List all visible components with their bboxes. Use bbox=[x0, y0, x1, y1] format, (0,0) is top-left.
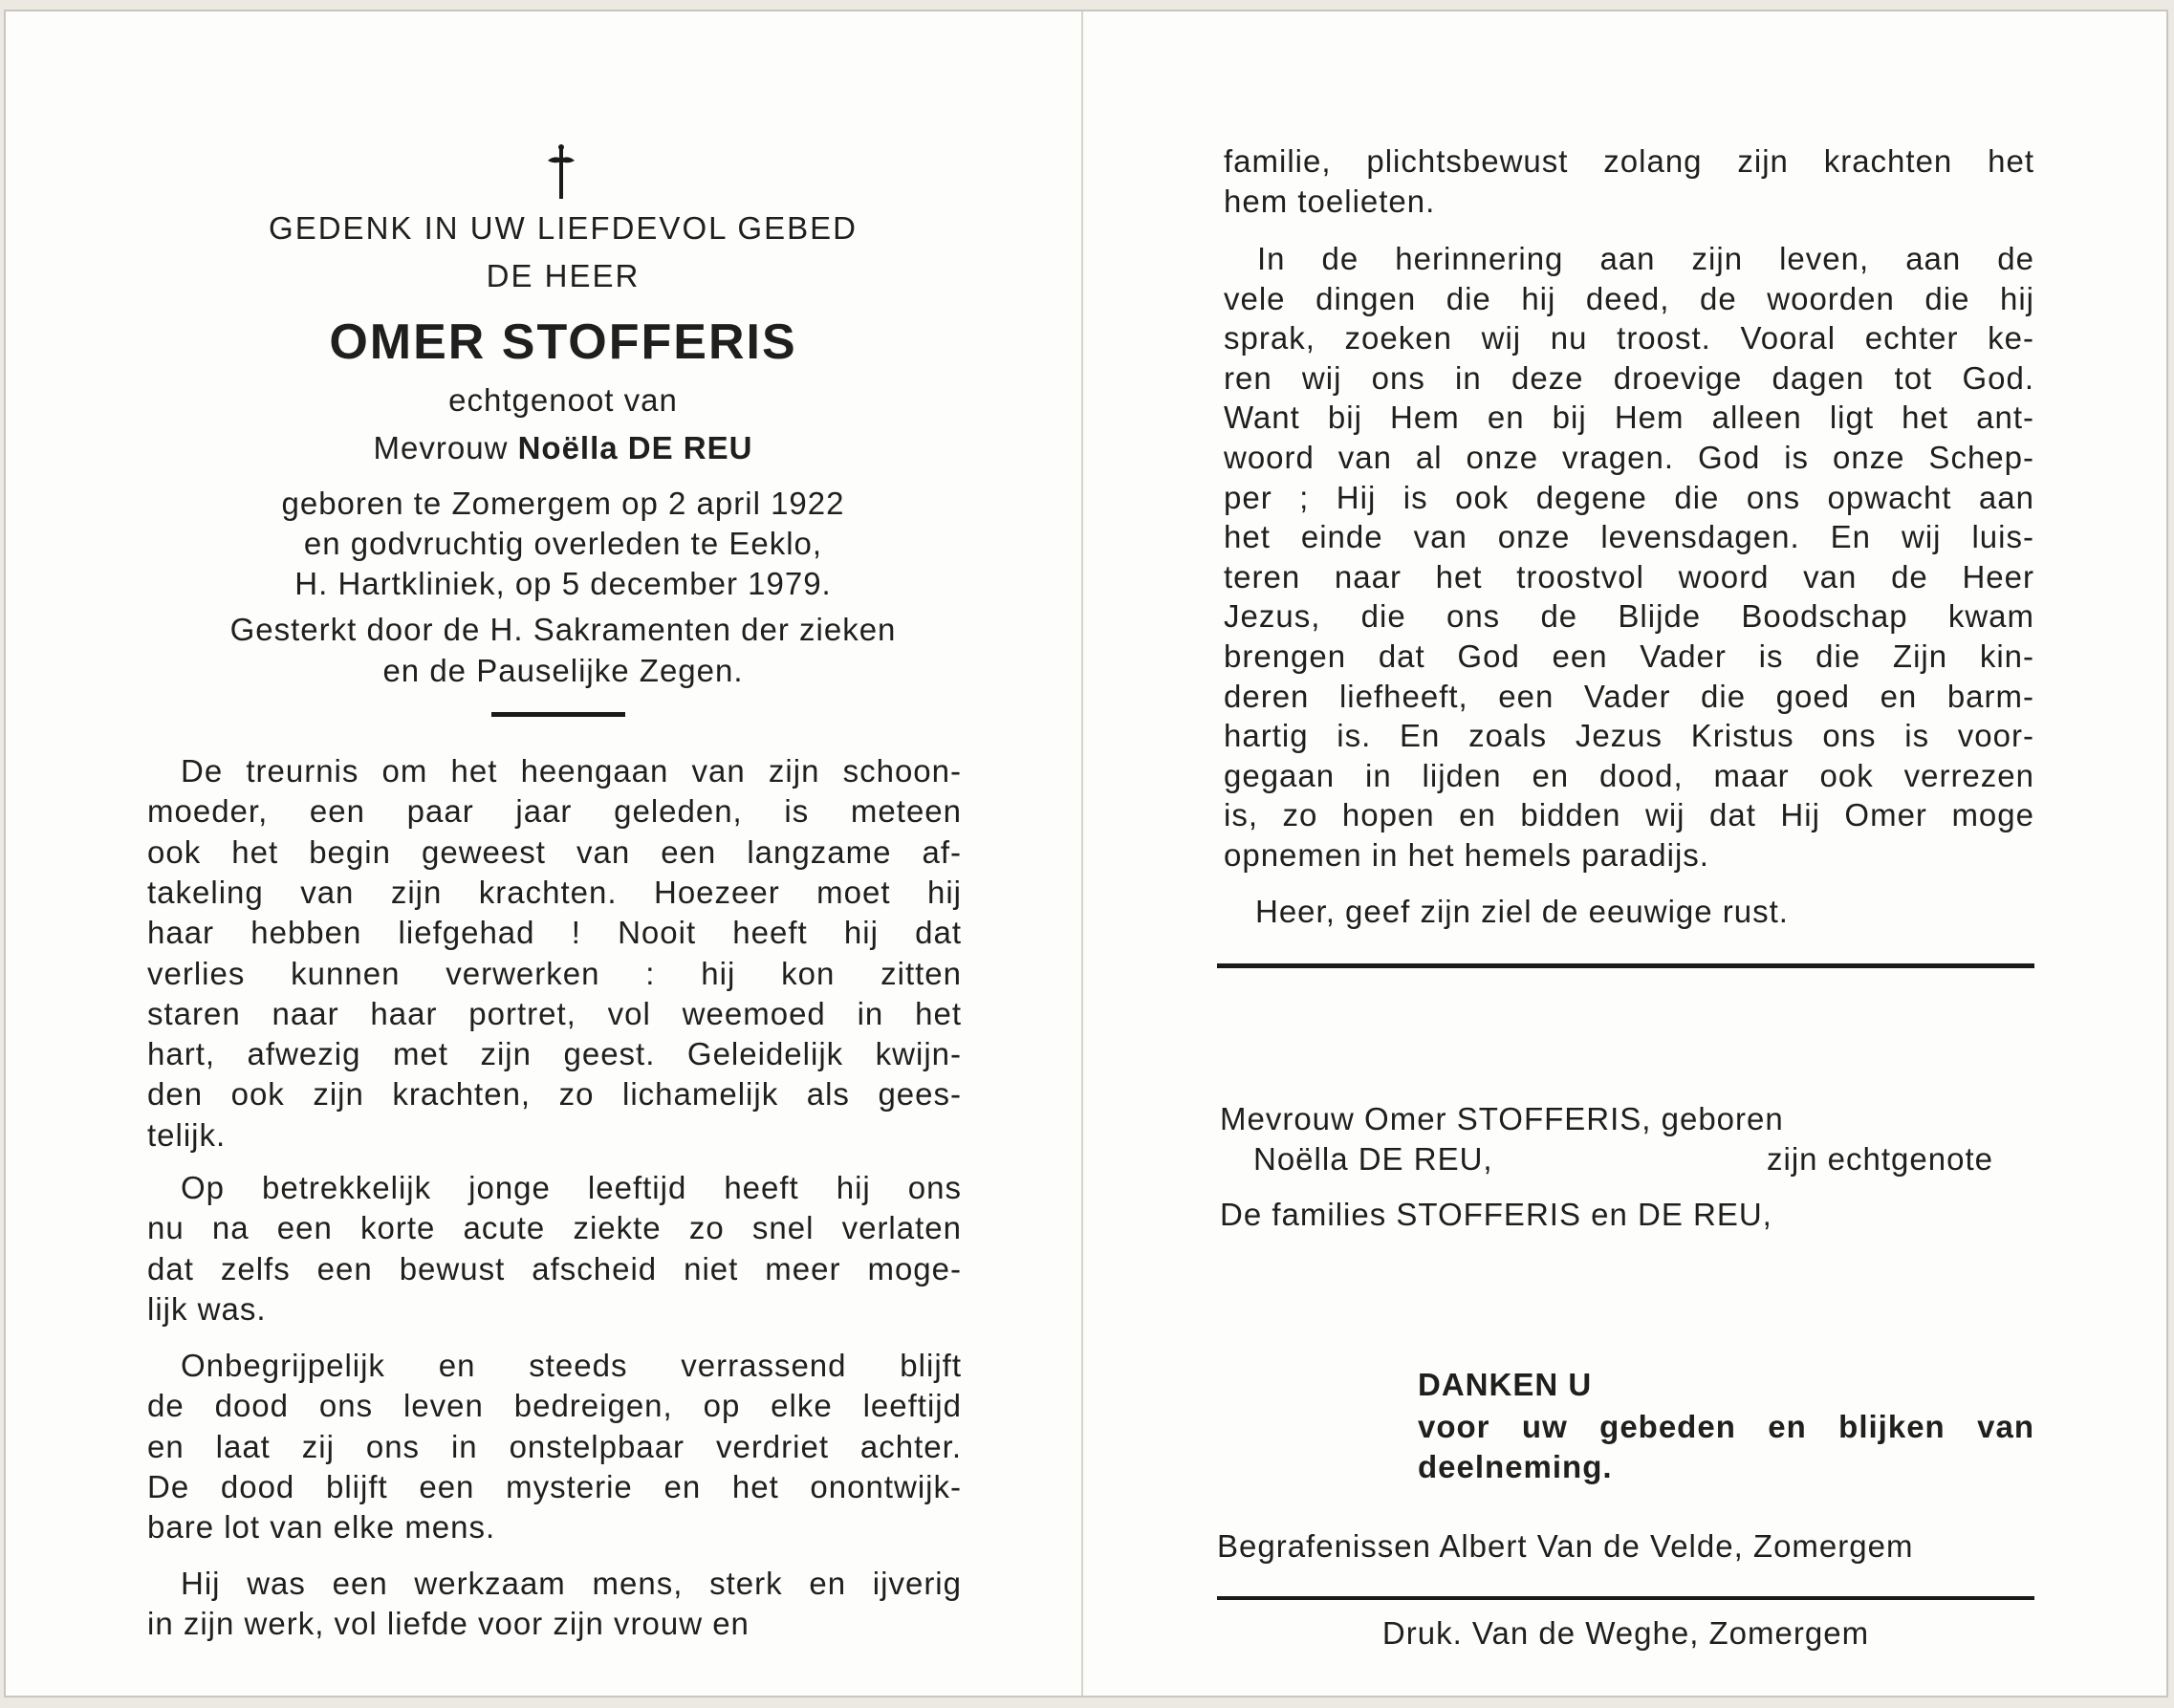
text-line: moeder, een paar jaar geleden, is meteen bbox=[147, 793, 962, 830]
text-line: hartig is. En zoals Jezus Kristus ons is voor- bbox=[1224, 718, 2034, 754]
death-line-2: H. Hartkliniek, op 5 december 1979. bbox=[294, 566, 832, 601]
text-line: staren naar haar portret, vol weemoed in het bbox=[147, 995, 962, 1031]
text-line: is, zo hopen en bidden wij dat Hij Omer moge bbox=[1224, 797, 2034, 833]
text-line: familie, plichtsbewust zolang zijn krachten het bbox=[1224, 143, 2034, 179]
deceased-name: OMER STOFFERIS bbox=[329, 314, 797, 370]
text-line: het einde van onze levensdagen. En wij luis- bbox=[1224, 519, 2034, 555]
text-line: opnemen in het hemels paradijs. bbox=[1224, 837, 1709, 873]
cross-icon bbox=[542, 141, 580, 201]
text-line: teren naar het troostvol woord van de Heer bbox=[1224, 558, 2034, 595]
header-line-2: DE HEER bbox=[486, 258, 641, 293]
header-line-1: GEDENK IN UW LIEFDEVOL GEBED bbox=[269, 210, 858, 246]
text-line: lijk was. bbox=[147, 1290, 267, 1327]
divider-bottom bbox=[1217, 1596, 2034, 1600]
text-line: De treurnis om het heengaan van zijn schoon- bbox=[181, 753, 962, 789]
thanks-line-3: deelneming. bbox=[1418, 1449, 1613, 1484]
text-line: deren liefheeft, een Vader die goed en barm- bbox=[1224, 678, 2034, 714]
family-line-3: De families STOFFERIS en DE REU, bbox=[1220, 1197, 1772, 1232]
text-line: en laat zij ons in onstelpbaar verdriet achter. bbox=[147, 1428, 962, 1464]
family-line-2-name: Noëlla DE REU, bbox=[1253, 1141, 1493, 1177]
death-line-1: en godvruchtig overleden te Eeklo, bbox=[303, 526, 823, 561]
divider-long bbox=[1217, 963, 2034, 968]
sacraments-line-2: en de Pauselijke Zegen. bbox=[382, 653, 744, 688]
right-page bbox=[1083, 10, 2154, 1697]
text-line: woord van al onze vragen. God is onze Schep- bbox=[1224, 440, 2034, 475]
text-line: nu na een korte acute ziekte zo snel verlaten bbox=[147, 1210, 962, 1246]
spouse-name: Noëlla DE REU bbox=[517, 430, 753, 465]
text-line: telijk. bbox=[147, 1116, 227, 1153]
spouse-prefix: Mevrouw bbox=[373, 430, 509, 465]
text-line: in zijn werk, vol liefde voor zijn vrouw en bbox=[147, 1606, 750, 1642]
text-line: Onbegrijpelijk en steeds verrassend blijft bbox=[181, 1348, 962, 1383]
spouse-line bbox=[147, 430, 979, 466]
text-line: ook het begin geweest van een langzame af- bbox=[147, 833, 962, 870]
text-line: Op betrekkelijk jonge leeftijd heeft hij ons bbox=[181, 1170, 962, 1205]
spouse-intro: echtgenoot van bbox=[448, 382, 678, 418]
divider-short bbox=[491, 712, 625, 717]
text-line: per ; Hij is ook degene die ons opwacht aan bbox=[1224, 479, 2034, 515]
text-line: vele dingen die hij deed, de woorden die hij bbox=[1224, 280, 2034, 316]
text-line: haar hebben liefgehad ! Nooit heeft hij dat bbox=[147, 915, 962, 951]
text-line: gegaan in lijden en dood, maar ook verrezen bbox=[1224, 757, 2034, 793]
family-line-1: Mevrouw Omer STOFFERIS, geboren bbox=[1220, 1101, 1784, 1136]
text-line: den ook zijn krachten, zo lichamelijk als gees- bbox=[147, 1076, 962, 1113]
text-line: dat zelfs een bewust afscheid niet meer moge- bbox=[147, 1250, 962, 1286]
left-page bbox=[4, 10, 1075, 1697]
thanks-line-2: voor uw gebeden en blijken van bbox=[1418, 1409, 2034, 1444]
funeral-director: Begrafenissen Albert Van de Velde, Zomergem bbox=[1217, 1528, 1914, 1564]
text-line: De dood blijft een mysterie en het onontwijk- bbox=[147, 1468, 962, 1504]
prayer-line: Heer, geef zijn ziel de eeuwige rust. bbox=[1255, 894, 1789, 929]
text-line: Hij was een werkzaam mens, sterk en ijverig bbox=[181, 1566, 962, 1601]
text-line: de dood ons leven bedreigen, op elke leeftijd bbox=[147, 1388, 962, 1424]
text-line: Jezus, die ons de Blijde Boodschap kwam bbox=[1224, 598, 2034, 635]
text-line: takeling van zijn krachten. Hoezeer moet hij bbox=[147, 874, 962, 910]
sacraments-line-1: Gesterkt door de H. Sakramenten der zieken bbox=[229, 612, 897, 647]
text-line: ren wij ons in deze droevige dagen tot God. bbox=[1224, 359, 2034, 396]
family-line-2-role: zijn echtgenote bbox=[1767, 1141, 1993, 1177]
text-line: sprak, zoeken wij nu troost. Vooral echter ke- bbox=[1224, 320, 2034, 357]
printer: Druk. Van de Weghe, Zomergem bbox=[1381, 1615, 1870, 1651]
text-line: verlies kunnen verwerken : hij kon zitten bbox=[147, 955, 962, 991]
text-line: hem toelieten. bbox=[1224, 184, 1436, 219]
birth-line: geboren te Zomergem op 2 april 1922 bbox=[281, 486, 845, 521]
text-line: brengen dat God een Vader is die Zijn kin- bbox=[1224, 638, 2034, 674]
text-line: In de herinnering aan zijn leven, aan de bbox=[1257, 241, 2034, 276]
text-line: hart, afwezig met zijn geest. Geleidelijk kwijn- bbox=[147, 1036, 962, 1072]
thanks-line-1: DANKEN U bbox=[1418, 1367, 1593, 1402]
text-line: Want bij Hem en bij Hem alleen ligt het ant- bbox=[1224, 400, 2034, 436]
text-line: bare lot van elke mens. bbox=[147, 1509, 496, 1546]
